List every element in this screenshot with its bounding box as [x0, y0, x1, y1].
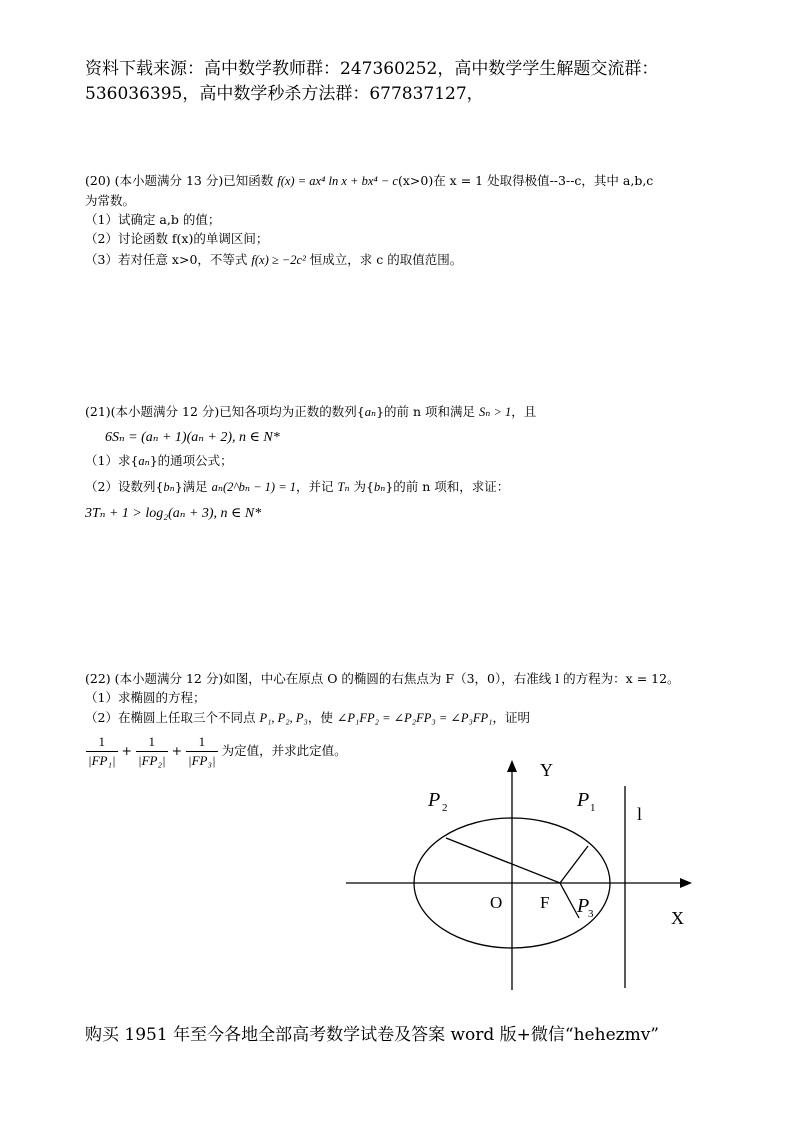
q20-part-3-text-a: （3）若对任意 x>0，不等式: [85, 252, 252, 267]
q21-part-2-e: }的前 n 项和，求证：: [385, 479, 510, 494]
label-f: F: [540, 893, 550, 912]
q20-function: f(x) = ax⁴ ln x + bx⁴ − c: [277, 174, 398, 188]
q21-sn: Sₙ > 1: [479, 405, 512, 419]
q22-tail: 为定值，并求此定值。: [221, 743, 347, 758]
fraction-3-num: 1: [186, 733, 218, 752]
q20-part-1: （1）试确定 a,b 的值；: [85, 212, 221, 227]
q21-part-2-a: （2）设数列{: [85, 479, 164, 494]
q22-points: P₁, P₂, P₃: [259, 711, 308, 725]
label-p1-sub: 1: [590, 802, 596, 814]
label-p2-sub: 2: [442, 802, 448, 814]
fraction-1-den: |FP₁|: [88, 753, 116, 768]
q21-intro: (21)(本小题满分 12 分)已知各项均为正数的数列{: [85, 404, 365, 419]
q21-part-2-c: ，并记: [296, 479, 338, 494]
q21-condition: aₙ(2^bₙ − 1) = 1: [211, 480, 297, 494]
q22-line-1: (22) (本小题满分 12 分)如图，中心在原点 O 的椭圆的右焦点为 F（3，0），右准线 l 的方程为：x = 12。: [85, 671, 680, 686]
q21-intro-b: }的前 n 项和满足: [376, 404, 479, 419]
segment-fp2: [446, 838, 560, 883]
footer-ad: 购买 1951 年至今各地全部高考数学试卷及答案 word 版+微信“hehezmv”: [85, 1025, 659, 1045]
q21-inequality: 3Tₙ + 1 > log₂(aₙ + 3), n ∈ N*: [85, 506, 262, 521]
label-y: Y: [540, 760, 553, 780]
q21-part-2-b: }满足: [174, 479, 212, 494]
q21-part-2-d: 为{: [349, 479, 374, 494]
label-p3-sub: 3: [588, 908, 594, 920]
plus-1: +: [121, 743, 133, 758]
q21-tn: Tₙ: [337, 480, 350, 494]
q21-part-1-a: （1）求{: [85, 453, 139, 468]
header-line-1: 资料下载来源：高中数学教师群：247360252，高中数学学生解题交流群：: [85, 59, 659, 79]
q20-inequality: f(x) ≥ −2c²: [251, 253, 306, 267]
fraction-1-num: 1: [86, 733, 118, 752]
q22-angles: ∠P₁FP₂ = ∠P₂FP₃ = ∠P₃FP₁: [336, 711, 493, 725]
q20-part-3-text-b: 恒成立，求 c 的取值范围。: [305, 252, 463, 267]
q21-bn-2: bₙ: [373, 480, 386, 494]
segment-fp1: [560, 846, 588, 883]
x-axis-arrow: [680, 878, 692, 888]
q20-part-2: （2）讨论函数 f(x)的单调区间；: [85, 231, 269, 246]
q20-condition: (x>0)在 x = 1 处取得极值--3--c，其中 a,b,c: [397, 173, 654, 188]
q22-part-2-a: （2）在椭圆上任取三个不同点: [85, 710, 260, 725]
q20-intro: (20) (本小题满分 13 分)已知函数: [85, 173, 278, 188]
fraction-2-den: |FP₂|: [138, 753, 166, 768]
label-p3: P: [577, 895, 590, 917]
q21-part-1-an: aₙ: [138, 454, 150, 468]
fraction-2-num: 1: [136, 733, 168, 752]
q21-bn: bₙ: [163, 480, 175, 494]
q21-part-1-b: }的通项公式；: [149, 453, 233, 468]
y-axis-arrow: [507, 760, 517, 772]
label-x: X: [671, 908, 684, 928]
plus-2: +: [171, 743, 183, 758]
label-l: l: [637, 804, 643, 824]
fraction-3-den: |FP₃|: [188, 753, 216, 768]
q22-part-1: （1）求椭圆的方程；: [85, 690, 206, 705]
header-line-2: 536036395，高中数学秒杀方法群：677837127，: [85, 84, 484, 104]
label-p1: P: [577, 789, 590, 811]
q21-equation: 6Sₙ = (aₙ + 1)(aₙ + 2), n ∈ N*: [105, 430, 280, 445]
label-p2: P: [428, 789, 441, 811]
q21-intro-c: ，且: [511, 404, 537, 419]
q21-an: aₙ: [364, 405, 377, 419]
q20-line-2: 为常数。: [85, 193, 136, 208]
q22-part-2-b: ，使: [307, 710, 337, 725]
label-o: O: [490, 893, 503, 912]
q22-part-2-c: ，证明: [492, 710, 530, 725]
